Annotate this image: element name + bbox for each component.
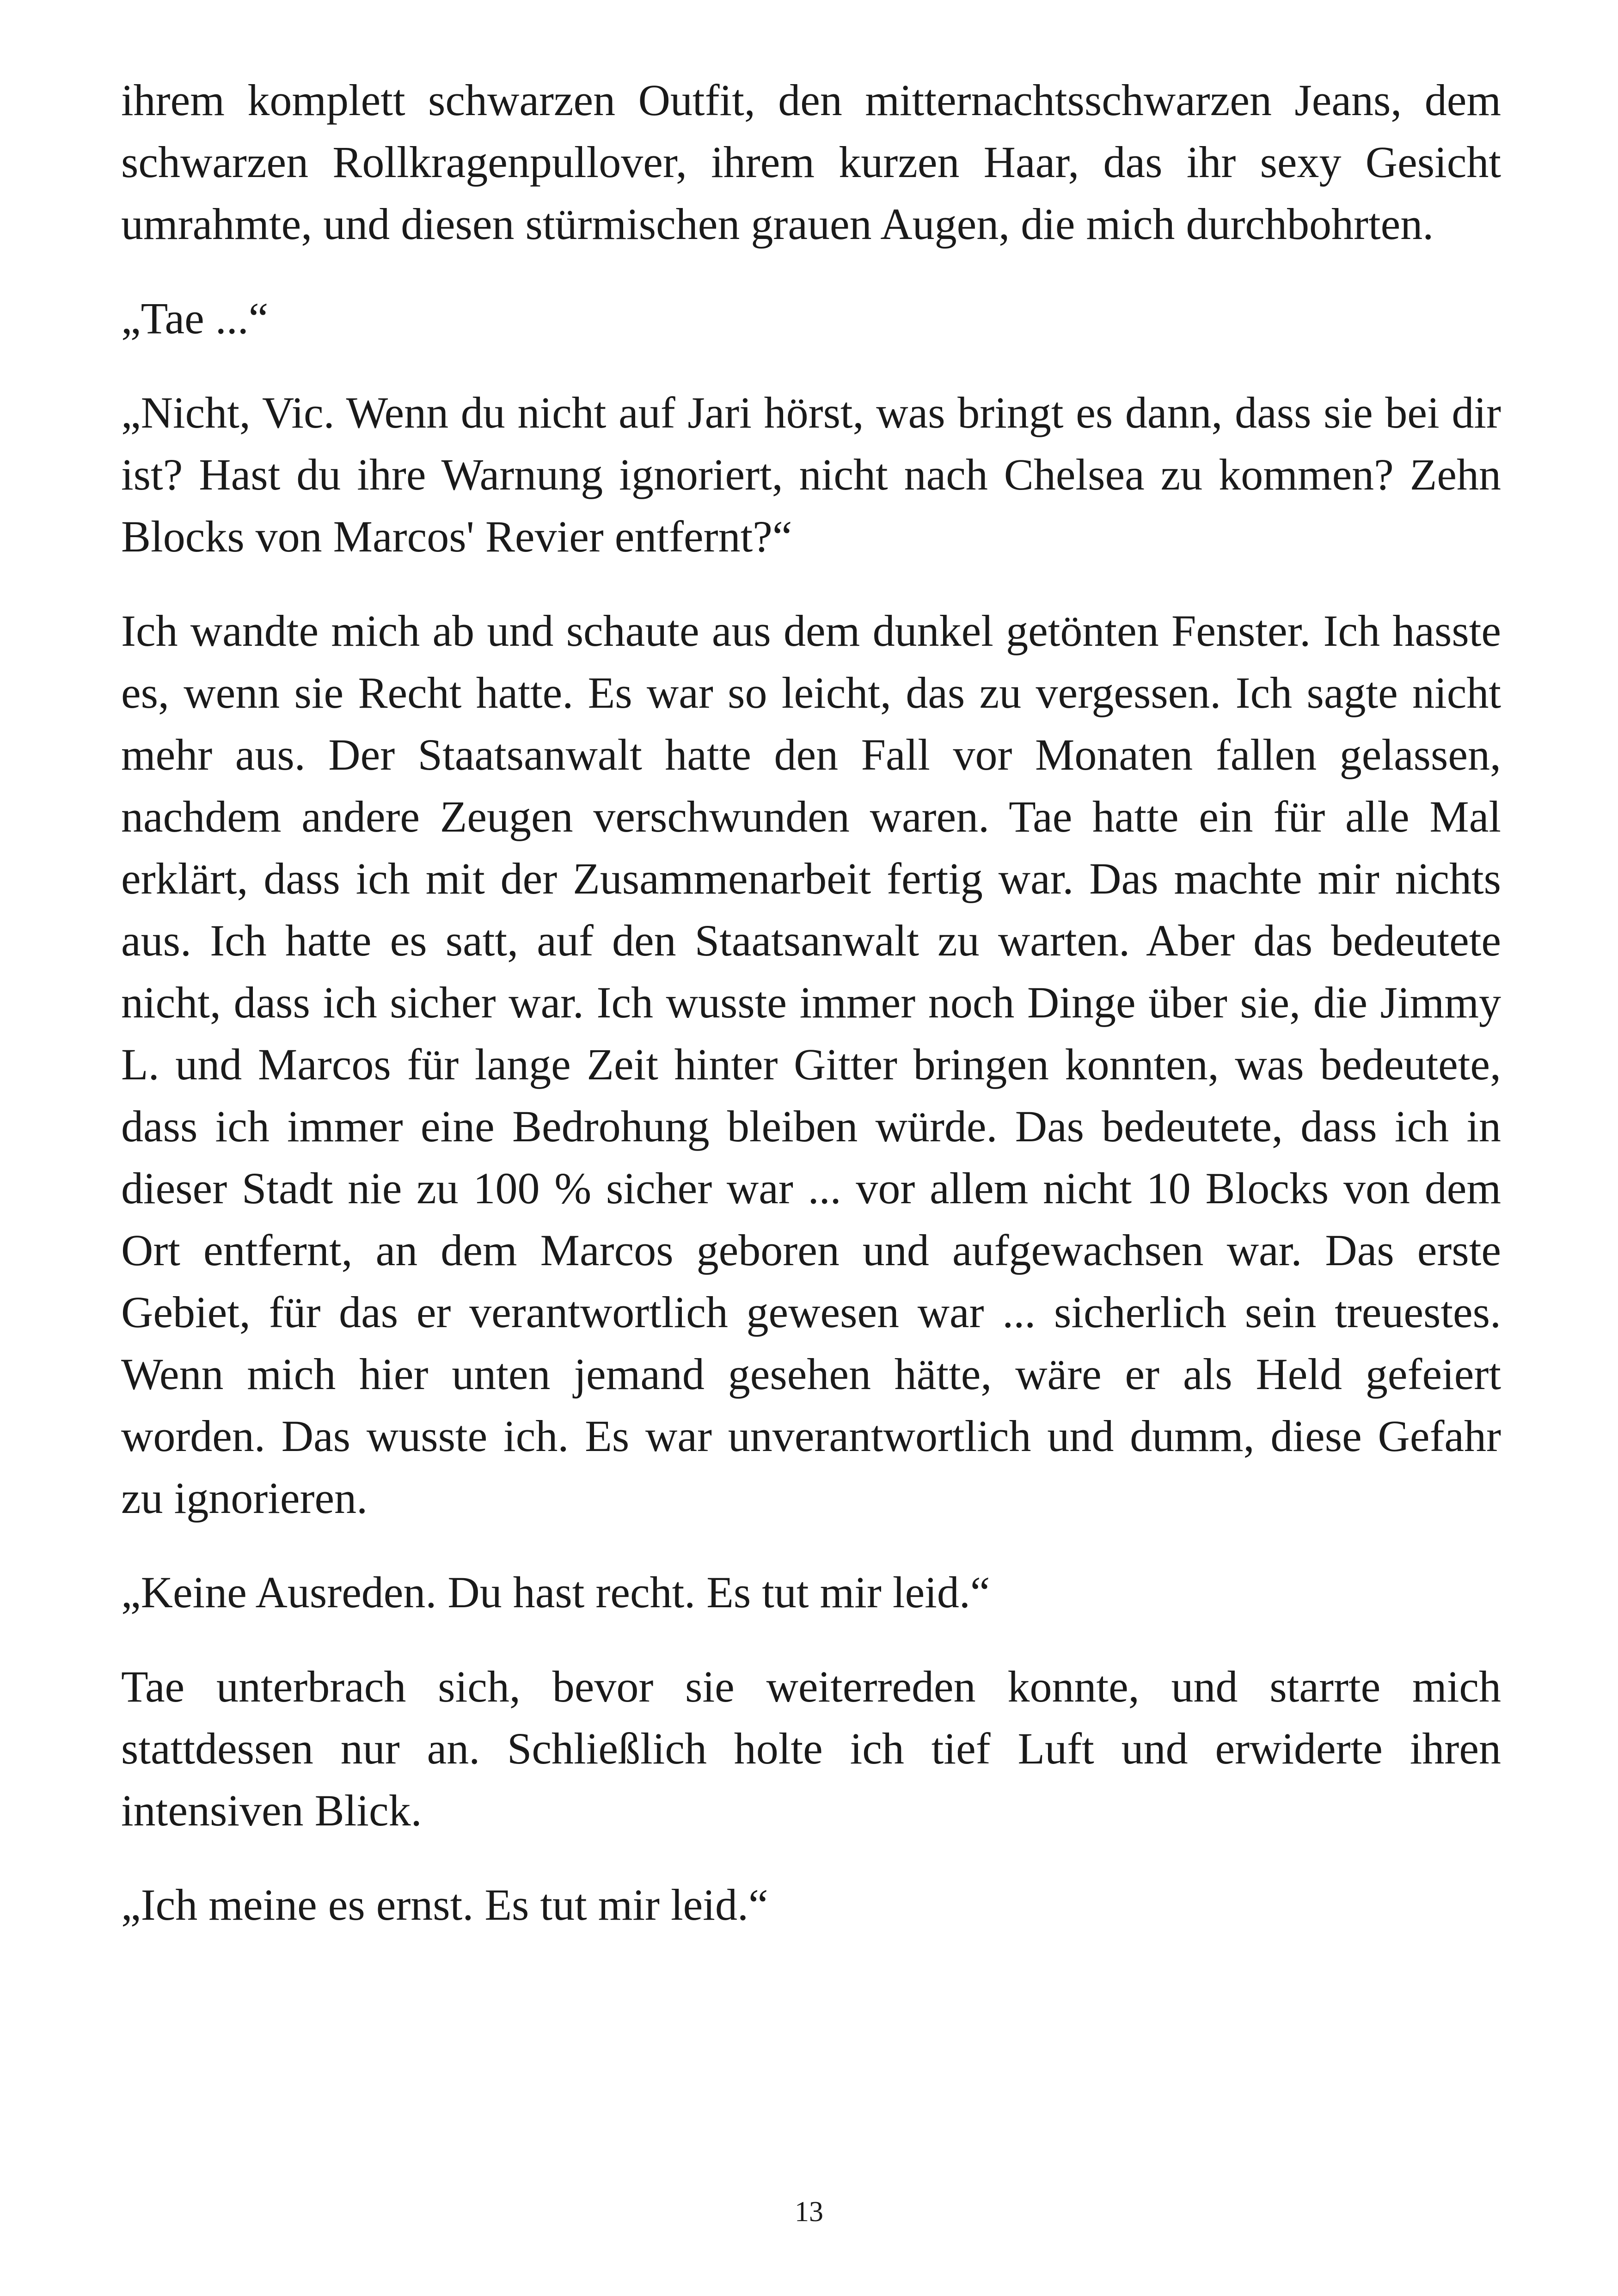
paragraph-outfit-description: ihrem komplett schwarzen Outfit, den mitternachtsschwarzen Jeans, dem schwarzen Rollkragenpullover, ihrem kurzen Haar, das ihr sexy Gesicht umrahmte, und diesen stürmischen grauen Augen, die mich durchbohrten. bbox=[121, 75, 1501, 249]
paragraph-apology: „Keine Ausreden. Du hast recht. Es tut mir leid.“ bbox=[121, 1567, 990, 1617]
paragraph-reflection: Ich wandte mich ab und schaute aus dem dunkel getönten Fenster. Ich hasste es, wenn sie Recht hatte. Es war so leicht, das zu vergessen. Ich sagte nicht mehr aus. Der Staatsanwalt hatte den Fall vor Monaten fallen gelassen, nachdem andere Zeugen verschwunden waren. Tae hatte ein für alle Mal erklärt, dass ich mit der Zusammenarbeit fertig war. Das machte mir nichts aus. Ich hatte es satt, auf den Staatsanwalt zu warten. Aber das bedeutete nicht, dass ich sicher war. Ich wusste immer noch Dinge über sie, die Jimmy L. und Marcos für lange Zeit hinter Gitter bringen konnten, was bedeutete, dass ich immer eine Bedrohung bleiben würde. Das bedeutete, dass ich in dieser Stadt nie zu 100 % sicher war ... vor allem nicht 10 Blocks von dem Ort entfernt, an dem Marcos geboren und aufgewachsen war. Das erste Gebiet, für das er verantwortlich gewesen war ... sicherlich sein treuestes. Wenn mich hier unten jemand gesehen hätte, wäre er als Held gefeiert worden. Das wusste ich. Es war unverantwortlich und dumm, diese Gefahr zu ignorieren. bbox=[121, 606, 1501, 1523]
paragraph-tae-dialogue: „Tae ...“ bbox=[121, 294, 269, 343]
page-number: 13 bbox=[795, 2196, 823, 2228]
paragraph-warning-dialogue: „Nicht, Vic. Wenn du nicht auf Jari hörst, was bringt es dann, dass sie bei dir ist? Hast du ihre Warnung ignoriert, nicht nach Chelsea zu kommen? Zehn Blocks von Marcos' Revier entfernt?“ bbox=[121, 388, 1501, 561]
paragraph-stare: Tae unterbrach sich, bevor sie weiterreden konnte, und starrte mich stattdessen nur an. Schließlich holte ich tief Luft und erwiderte ihren intensiven Blick. bbox=[121, 1662, 1501, 1835]
body-text bbox=[121, 69, 1501, 1968]
paragraph-sincere-apology: „Ich meine es ernst. Es tut mir leid.“ bbox=[121, 1880, 768, 1929]
